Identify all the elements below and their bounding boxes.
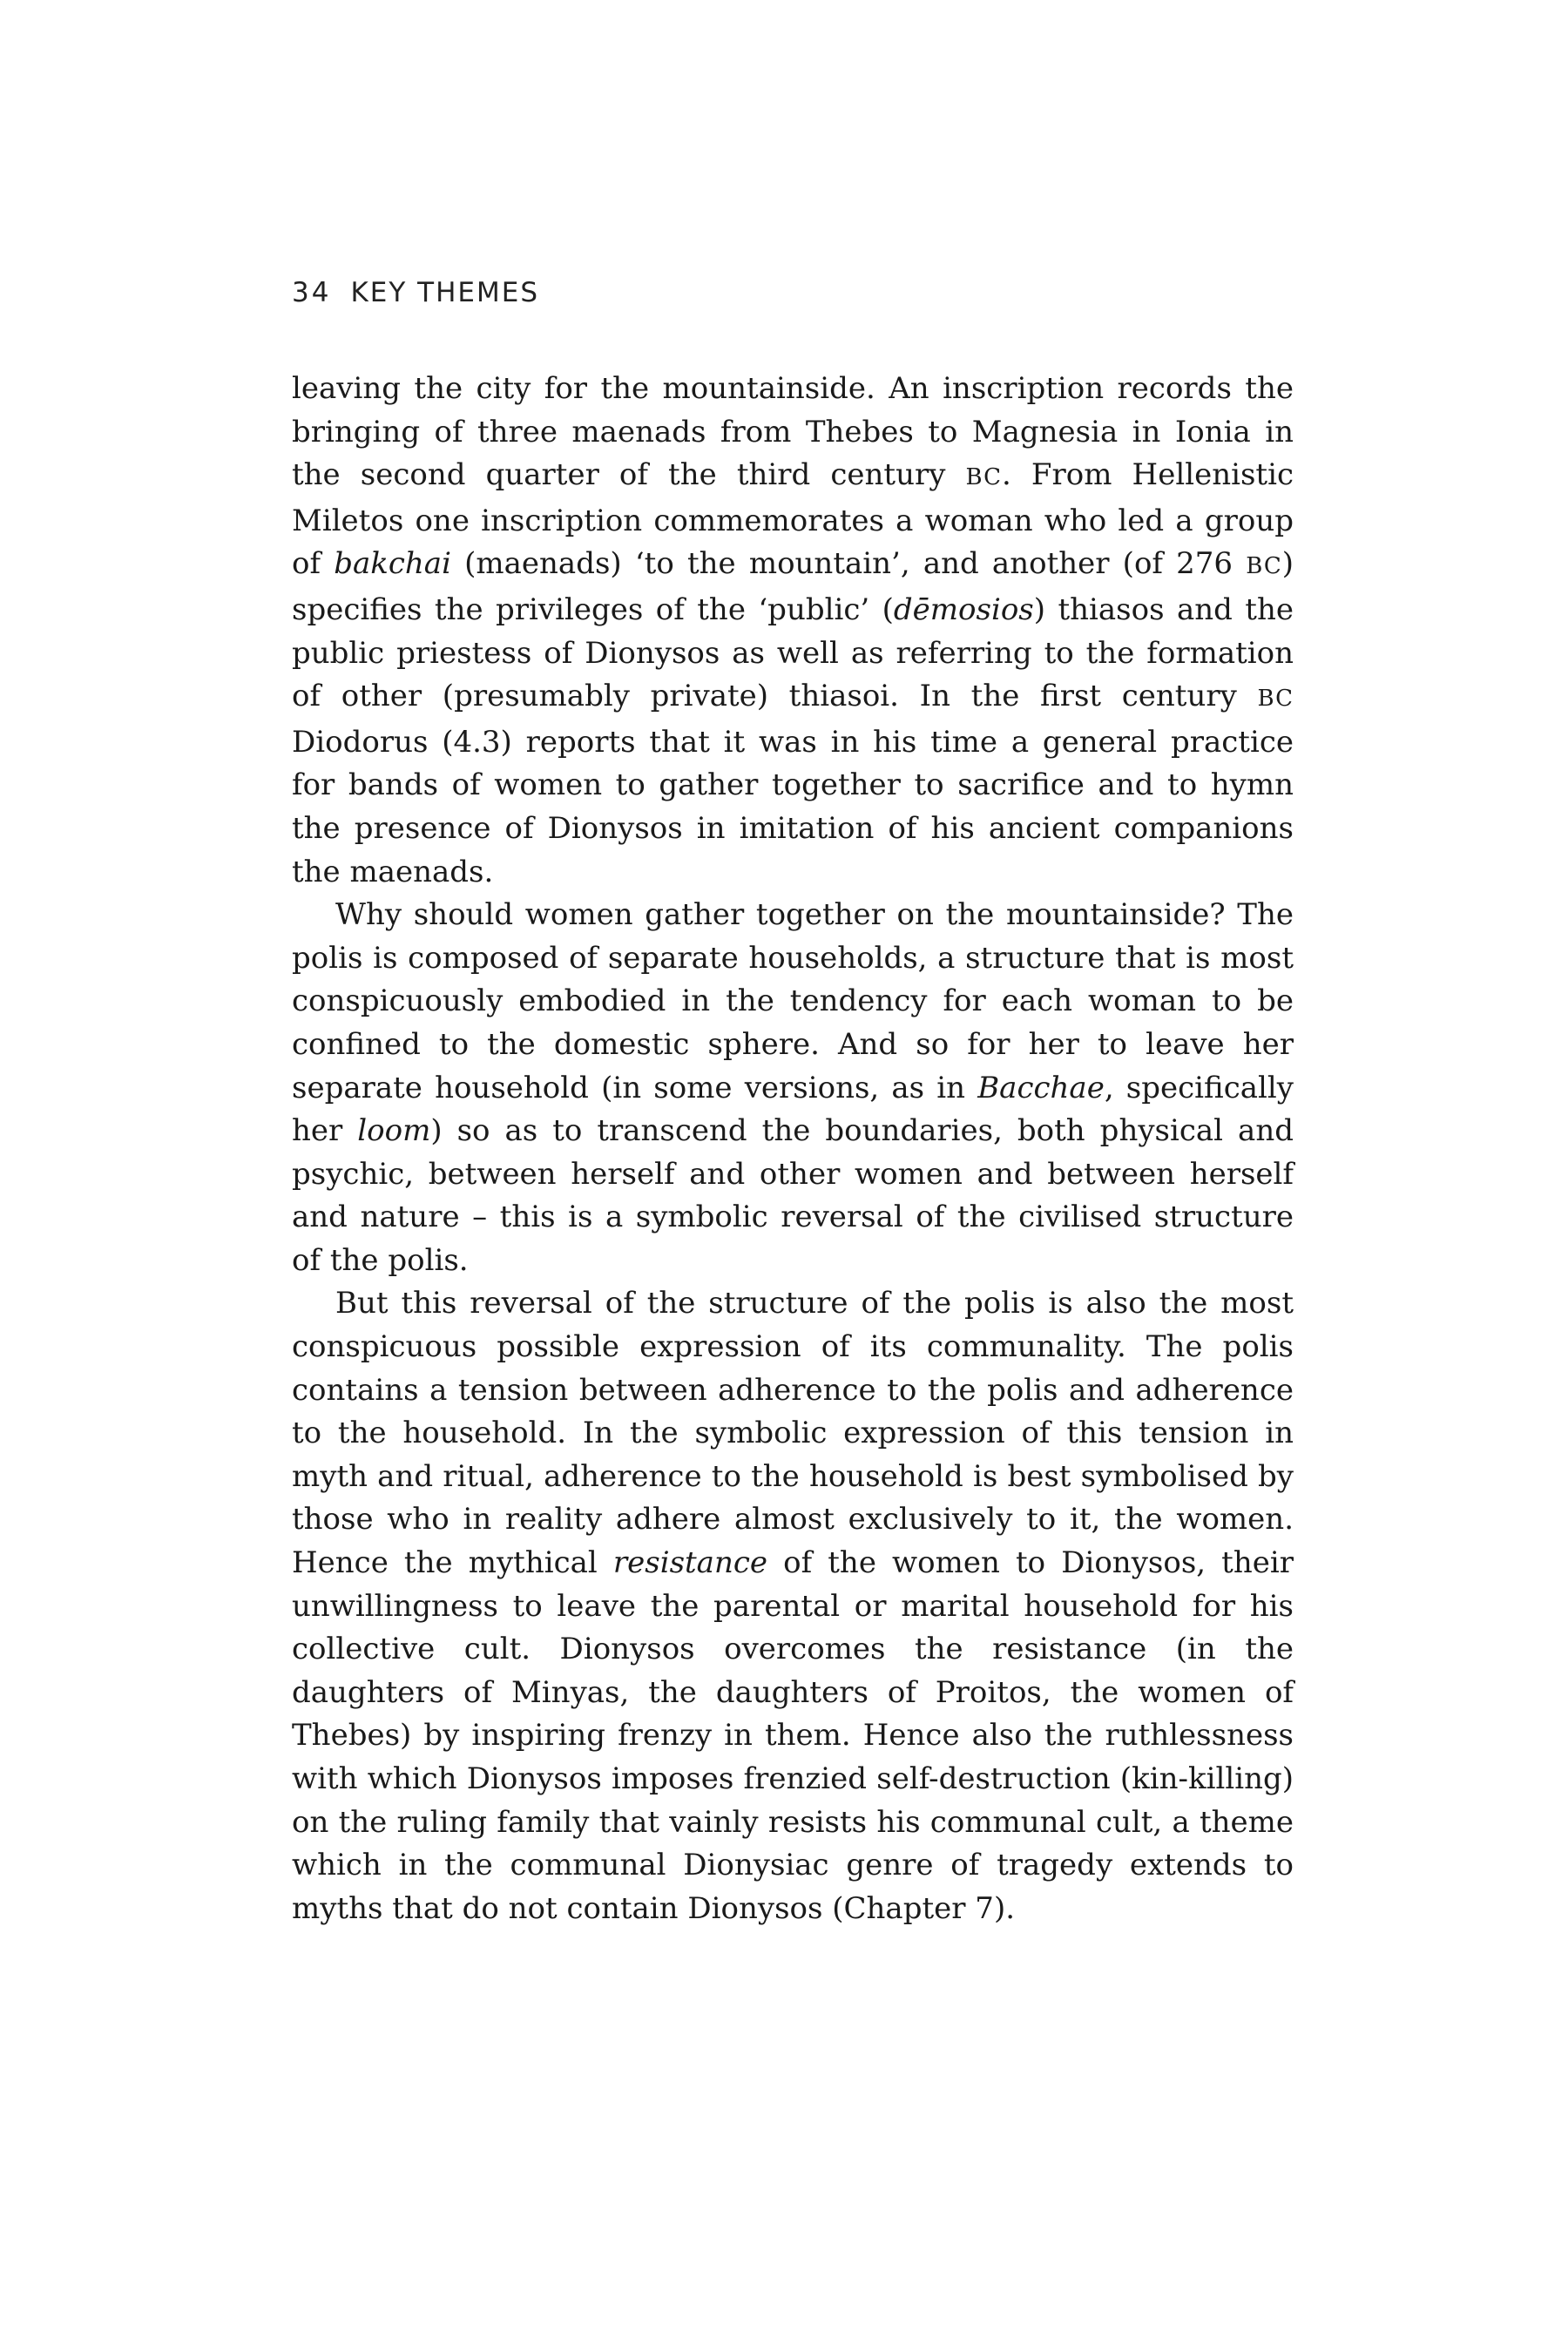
italic-title-bacchae: Bacchae <box>977 1070 1105 1105</box>
paragraph-2 <box>292 894 1294 1282</box>
era-abbreviation: BC <box>1246 553 1282 580</box>
paragraph-3-text-1: But this reversal of the structure of the polis is also the most conspicuous possible expression of its communality. The polis contains a tension between adherence to the polis and adherence to the household. In the symbolic expression of this tension in myth and ritual, adherence to the household is best symbolised by those who in reality adhere almost exclusively to it, the women. Hence the mythical <box>292 1286 1294 1581</box>
era-abbreviation: BC <box>1257 686 1294 713</box>
paragraph-1-text-1: leaving the city for the mountainside. An inscription records the bringing of three maenads from Thebes to Magnesia in Ionia in the second quarter of the third century <box>292 371 1294 493</box>
running-head <box>292 277 539 308</box>
era-abbreviation: BC <box>965 464 1003 491</box>
paragraph-1-text-2: . From Hellenistic Miletos one inscription commemorates a woman who led a group of <box>292 457 1294 582</box>
paragraph-1-text-6: Diodorus (4.3) reports that it was in his time a general practice for bands of women to gather together to sacrifice and to hymn the presence of Dionysos in imitation of his ancient companions the maenads. <box>292 724 1294 889</box>
paragraph-1 <box>292 368 1294 894</box>
paragraph-1-text-3: (maenads) ‘to the mountain’, and another (of 276 <box>450 546 1247 582</box>
page-number: 34 <box>292 277 332 308</box>
body-text <box>292 368 1294 1930</box>
italic-term-demosios: dēmosios <box>893 591 1034 627</box>
paragraph-3-text-2: of the women to Dionysos, their unwillingness to leave the parental or marital household for his collective cult. Dionysos overcomes the resistance (in the daughters of Minyas, the daughters of Proitos, the women of Thebes) by inspiring frenzy in them. Hence also the ruthlessness with which Dionysos imposes frenzied self-destruction (kin-killing) on the ruling family that vainly resists his communal cult, a theme which in the communal Dionysiac genre of tragedy extends to myths that do not contain Dionysos (Chapter 7). <box>292 1545 1294 1926</box>
paragraph-2-text-1: Why should women gather together on the mountainside? The polis is composed of separate households, a structure that is most conspicuously embodied in the tendency for each woman to be confined to the domestic sphere. And so for her to leave her separate household (in some versions, as in <box>292 897 1294 1105</box>
italic-term-loom: loom <box>357 1113 431 1149</box>
running-title: KEY THEMES <box>350 277 540 308</box>
paragraph-1-text-4: ) specifies the privileges of the ‘public’ ( <box>292 546 1294 627</box>
paragraph-2-text-3: ) so as to transcend the boundaries, both physical and psychic, between herself and other women and between herself and nature – this is a symbolic reversal of the civilised structure of the polis. <box>292 1113 1294 1278</box>
italic-term-resistance: resistance <box>612 1545 768 1581</box>
paragraph-2-text-2: , specifically her <box>292 1070 1294 1149</box>
italic-term-bakchai: bakchai <box>334 546 451 582</box>
paragraph-3 <box>292 1282 1294 1930</box>
paragraph-1-text-5: ) thiasos and the public priestess of Dionysos as well as referring to the formation of other (presumably private) thiasoi. In the first century <box>292 591 1294 714</box>
